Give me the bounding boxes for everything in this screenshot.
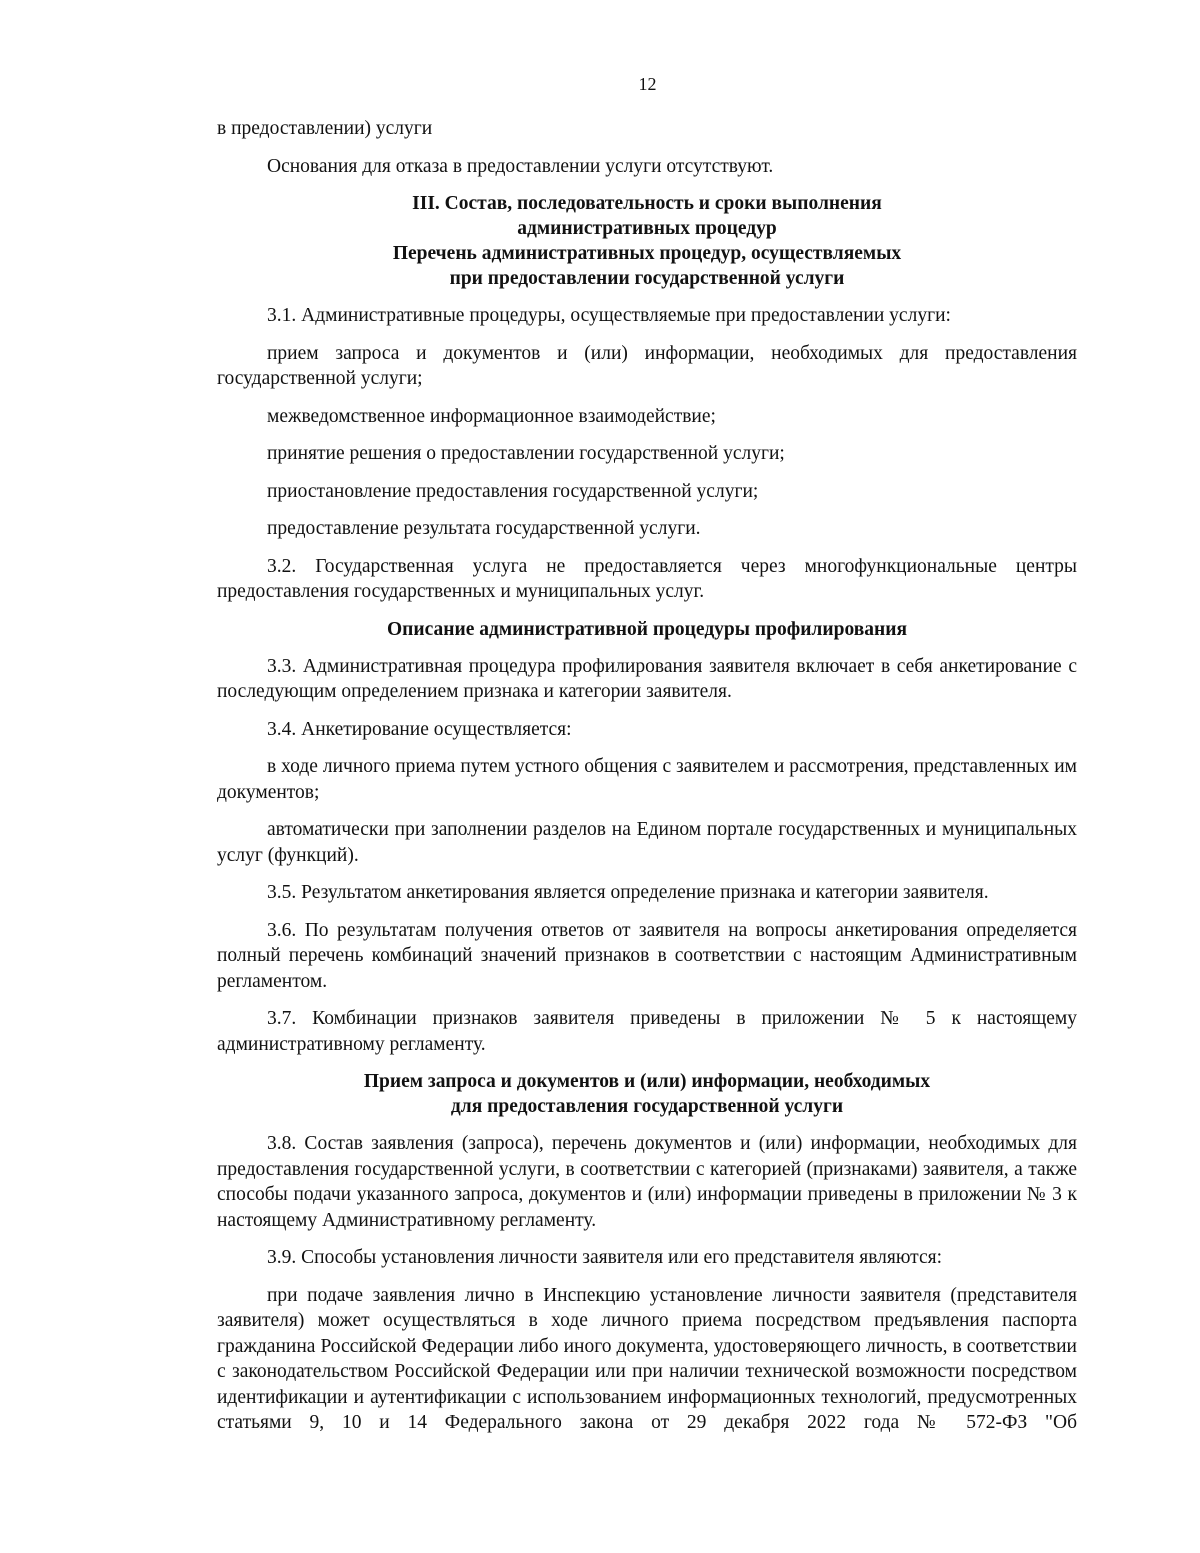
paragraph-refusal-grounds: Основания для отказа в предоставлении услуги отсутствуют.	[267, 155, 774, 177]
profiling-heading	[217, 617, 1077, 642]
section-3-heading-line: III. Состав, последовательность и сроки выполнения	[412, 193, 882, 214]
section-3-heading	[217, 191, 1077, 291]
paragraph-3-3: 3.3. Административная процедура профилирования заявителя включает в себя анкетирование с последующим определением признака и категории заявителя.	[217, 655, 1077, 702]
paragraph-3-6: 3.6. По результатам получения ответов от заявителя на вопросы анкетирования определяется полный перечень комбинаций значений признаков в соответствии с настоящим Административным регламентом.	[217, 919, 1077, 992]
section-3-heading-line: административных процедур	[517, 218, 777, 239]
document-body	[217, 116, 1077, 1448]
page-number: 12	[638, 74, 657, 94]
reception-heading-line: для предоставления государственной услуги	[450, 1096, 844, 1117]
paragraph-3-2: 3.2. Государственная услуга не предоставляется через многофункциональные центры предоставления государственных и муниципальных услуг.	[217, 555, 1077, 602]
paragraph-3-4-b: автоматически при заполнении разделов на Едином портале государственных и муниципальных услуг (функций).	[217, 819, 1077, 866]
paragraph-3-9: 3.9. Способы установления личности заявителя или его представителя являются:	[267, 1247, 942, 1268]
paragraph-3-7: 3.7. Комбинации признаков заявителя приведены в приложении № 5 к настоящему административному регламенту.	[217, 1008, 1077, 1055]
section-3-heading-line: при предоставлении государственной услуги	[449, 268, 845, 289]
procedure-item: межведомственное информационное взаимодействие;	[267, 405, 716, 427]
procedure-item: принятие решения о предоставлении государственной услуги;	[267, 443, 785, 464]
profiling-heading-line: Описание административной процедуры профилирования	[386, 618, 908, 640]
paragraph-3-5: 3.5. Результатом анкетирования является определение признака и категории заявителя.	[267, 882, 989, 903]
paragraph-3-4-a: в ходе личного приема путем устного общения с заявителем и рассмотрения, представленных им документов;	[217, 756, 1077, 803]
paragraph-3-9-a: при подаче заявления лично в Инспекцию установление личности заявителя (представителя заявителя) может осуществляться в ходе личного приема посредством предъявления паспорта гражданина Российской Федерации либо иного документа, удостоверяющего личность, в соответствии с законодательством Российской Федерации или при наличии технической возможности посредством идентификации и аутентификации с использованием информационных технологий, предусмотренных статьями 9, 10 и 14 Федерального закона от 29 декабря 2022 года № 572-ФЗ "Об	[217, 1284, 1077, 1433]
procedure-item: прием запроса и документов и (или) информации, необходимых для предоставления государственной услуги;	[217, 342, 1077, 389]
paragraph-continuation: в предоставлении) услуги	[217, 118, 433, 139]
reception-heading-line: Прием запроса и документов и (или) информации, необходимых	[363, 1071, 931, 1092]
section-3-heading-line: Перечень административных процедур, осуществляемых	[392, 243, 902, 264]
reception-heading	[217, 1069, 1077, 1119]
procedure-item: приостановление предоставления государственной услуги;	[267, 480, 759, 502]
paragraph-3-4: 3.4. Анкетирование осуществляется:	[267, 718, 572, 740]
procedure-item: предоставление результата государственной услуги.	[267, 518, 701, 539]
paragraph-3-1: 3.1. Административные процедуры, осуществляемые при предоставлении услуги:	[267, 305, 951, 326]
paragraph-3-8: 3.8. Состав заявления (запроса), перечень документов и (или) информации, необходимых для предоставления государственной услуги, в соответствии с категорией (признаками) заявителя, а также способы подачи указанного запроса, документов и (или) информации приведены в приложении № 3 к настоящему Административному регламенту.	[217, 1133, 1077, 1231]
